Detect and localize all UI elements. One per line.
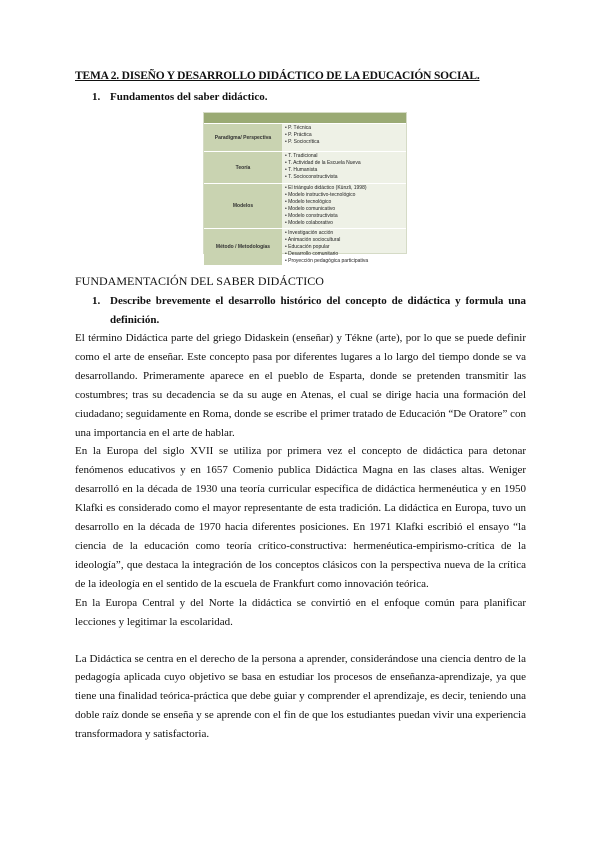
figure-row-label: Paradigma/ Perspectiva [204,124,282,151]
figure-item: • El triángulo didáctico (Künzli, 1998) [285,185,403,192]
figure-item: • P. Práctica [285,132,403,139]
figure-header-bar [204,113,406,123]
figure-row-metodo [204,228,406,265]
figure-row-items [282,152,406,183]
figure-item: • Modelo colaborativo [285,220,403,227]
document-title: TEMA 2. DISEÑO Y DESARROLLO DIDÁCTICO DE LA EDUCACIÓN SOCIAL. [75,70,480,82]
figure-row-items [282,124,406,151]
figure-item: • T. Actividad de la Escuela Nueva [285,160,403,167]
figure-item: • P. Técnica [285,125,403,132]
figure-item: • Modelo instructivo-tecnológico [285,192,403,199]
figure-row-items [282,229,406,265]
subsection-number: 1. [92,91,101,103]
figure-item: • Modelo constructivista [285,213,403,220]
figure-item: • Modelo comunicativo [285,206,403,213]
subsection-heading [92,91,267,103]
subsection-text: Fundamentos del saber didáctico. [110,91,268,103]
figure-item: • Educación popular [285,244,403,251]
figure-item: • T. Socioconstructivista [285,174,403,181]
figure-row-teoria [204,151,406,183]
figure-row-label: Teoría [204,152,282,183]
figure-item: • T. Tradicional [285,153,403,160]
figure-item: • Animación sociocultural [285,237,403,244]
figure-row-label: Modelos [204,184,282,228]
question-text: Describe brevemente el desarrollo histórico del concepto de didáctica y formula una definición. [110,295,526,326]
figure-row-label: Método / Metodologías [204,229,282,265]
figure-item: • Investigación acción [285,230,403,237]
figure-item: • T. Humanista [285,167,403,174]
figure-row-modelos [204,183,406,228]
figure-item: • P. Sociocrítica [285,139,403,146]
didactic-foundations-figure [203,112,407,264]
figure-row-items [282,184,406,228]
section-title: FUNDAMENTACIÓN DEL SABER DIDÁCTICO [75,274,324,288]
figure-item: • Modelo tecnológico [285,199,403,206]
question-number: 1. [92,295,101,307]
paragraph: En la Europa Central y del Norte la didáctica se convirtió en el enfoque común para planificar lecciones y legitimar la escolaridad. [75,596,526,628]
question-heading [92,292,526,330]
body-text [75,329,526,744]
paragraph: La Didáctica se centra en el derecho de la persona a aprender, considerándose una ciencia dentro de la pedagogía aplicada cuyo objetivo se basa en estudiar los procesos de enseñanza-aprendizaje, ya que tiene una finalidad teórica-práctica que debe guiar y comprender el aprendizaje, es decir, teniendo una doble raíz donde se enseña y se aprende con el fin de que los estudiantes puedan vivir una experiencia transformadora y satisfactoria. [75,652,526,741]
figure-row-paradigma [204,123,406,151]
paragraph: El término Didáctica parte del griego Didaskein (enseñar) y Tékne (arte), por lo que se puede definir como el arte de enseñar. Este concepto pasa por diferentes lugares a lo largo del tiempo donde se va desarrollando. Primeramente aparece en el pueblo de Esparta, donde se pretenden transmitir las costumbres; tras su decadencia se da su auge en Atenas, el cual se dirige hacia una formación del ciudadano; seguidamente en Roma, donde se escribe el primer tratado de Educación “De Oratore” con una importancia en el arte de hablar. [75,332,526,439]
figure-item: • Proyección pedagógica participativa [285,258,403,265]
figure-item: • Desarrollo comunitario [285,251,403,258]
paragraph: En la Europa del siglo XVII se utiliza por primera vez el concepto de didáctica para detonar fenómenos educativos y en 1657 Comenio publica Didáctica Magna en las clases altas. Weniger desarrolló en la década de 1930 una teoría curricular específica de didáctica hermenéutica y en 1950 Klafki es considerado como el mayor representante de esta tradición. La didáctica en Europa, tuvo un desarrollo en la década de 1970 hacia diferentes posiciones. En 1971 Klafki escribió el ensayo “la ciencia de la educación como teoría crítico-constructiva: hermenéutica-empirismo-crítica de la ideología”, que destaca la integración de los conceptos clásicos con la perspectiva nueva de la crítica de la ideología en el sentido de la escuela de Frankfurt como innovación teórica. [75,445,526,590]
